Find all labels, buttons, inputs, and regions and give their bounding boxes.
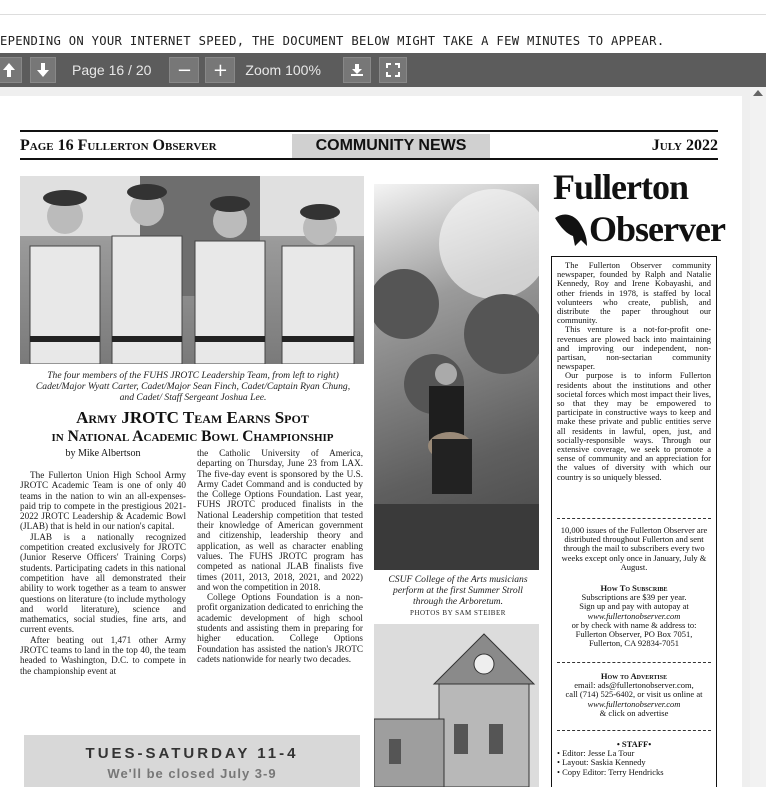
- article-paragraph: After beating out 1,471 other Army JROTC teams to land in the top 40, the team headed to Washington, D.C. to compete in the championship event at: [20, 634, 186, 676]
- subscribe-line: or by check with name & address to:: [571, 619, 697, 630]
- staff-line: • Editor: Jesse La Tour: [557, 748, 635, 759]
- subscribe-website-link[interactable]: www.fullertonobserver.com: [587, 610, 681, 621]
- article-headline-line1: Army JROTC Team Earns Spot: [76, 408, 309, 427]
- jrotc-team-photo: [20, 176, 364, 364]
- zoom-out-button[interactable]: −: [169, 57, 199, 83]
- loading-notice: EPENDING ON YOUR INTERNET SPEED, THE DOCUMENT BELOW MIGHT TAKE A FEW MINUTES TO APPEAR.: [0, 34, 665, 48]
- about-text: [557, 261, 711, 482]
- distribution-text: 10,000 issues of the Fullerton Observer are distributed throughout Fullerton and sent through the mail to subscribers every two weeks except only once in January, July & August.: [560, 525, 708, 572]
- pdf-toolbar: [0, 53, 766, 87]
- guitarist-photo: [374, 184, 539, 570]
- article-headline-line2: in National Academic Bowl Championship: [51, 428, 334, 445]
- fullscreen-icon: [386, 63, 400, 77]
- observer-masthead: [551, 167, 725, 256]
- staff-line: • Copy Editor: Terry Hendricks: [557, 766, 664, 777]
- photo-credit: PHOTOS BY SAM STEIBER: [410, 609, 506, 617]
- staff-section: [557, 740, 711, 777]
- subscribe-title: How To Subscribe: [600, 583, 668, 593]
- subscribe-line: Subscriptions are $39 per year.: [581, 592, 687, 603]
- download-button[interactable]: [343, 57, 371, 83]
- cadets-illustration: [20, 176, 364, 364]
- article-column-1: [20, 470, 186, 676]
- vertical-scrollbar[interactable]: [750, 87, 766, 787]
- section-title: COMMUNITY NEWS: [292, 134, 490, 158]
- advertise-email-link[interactable]: email: ads@fullertonobserver.com,: [574, 680, 694, 691]
- article-byline: by Mike Albertson: [65, 448, 141, 459]
- article-column-2: [197, 448, 363, 664]
- about-paragraph: Our purpose is to inform Fullerton residents about the institutions and other societal forces which most impact their lives, so that they may be empowered to participate in constructive ways to keep and make these private and public entities serve all residents in lawful, open, just, and socially-responsible ways. Through our extensive coverage, we seek to promote a sense of community and an appreciation for the values of diversity with which our country is so uniquely blessed.: [557, 370, 711, 482]
- page-number-header: Page 16 Fullerton Observer: [20, 137, 217, 154]
- header-top-rule: [20, 130, 718, 132]
- about-paragraph: This venture is a not-for-profit one-revenues are plowed back into maintaining and improving our independent, non-partisan, non-sectarian community newspaper.: [557, 324, 711, 372]
- advertise-website-link[interactable]: www.fullertonobserver.com: [587, 698, 681, 709]
- subscribe-line: Fullerton, CA 92834-7051: [589, 638, 679, 649]
- article-paragraph: JLAB is a nationally recognized competition created exclusively for JROTC (Junior Reserve Officers' Training Corps) students. Participating cadets in this national competition have all demonstrated their ability to work together as a team to answer questions on literature (to include mythology and world literature), science and mathematics, social studies, fine arts, and current events.: [20, 531, 186, 635]
- subscribe-section: [557, 584, 711, 648]
- advertise-title: How to Advertise: [600, 671, 668, 681]
- issue-date: July 2022: [651, 137, 718, 154]
- newspaper-page: [0, 96, 742, 787]
- advertise-section: [557, 672, 711, 718]
- jrotc-photo-caption: The four members of the FUHS JROTC Leadership Team, from left to right) Cadet/Major Wyatt Carter, Cadet/Major Sean Finch, Cadet/Captain Ryan Chung, and Cadet/ Staff Sergeant Joshua Lee.: [35, 370, 351, 403]
- next-page-button[interactable]: [30, 57, 56, 83]
- header-bottom-rule: [20, 158, 718, 160]
- browser-top-strip: [0, 0, 766, 15]
- subscribe-line: Fullerton Observer, PO Box 7051,: [575, 629, 693, 640]
- advertise-line: & click on advertise: [599, 707, 669, 718]
- about-paragraph: The Fullerton Observer community newspaper, founded by Ralph and Natalie Kennedy, Roy and Irene Kobayashi, and other friends in 1978, is staffed by local volunteers who create, publish, and distribute the paper throughout our community.: [557, 260, 711, 326]
- guitarist-caption-text: CSUF College of the Arts musicians perform at the first Summer Stroll through the Arboretum.: [388, 574, 528, 607]
- article-paragraph: the Catholic University of America, departing on Thursday, June 23 from LAX. The five-day event is sponsored by the U.S. Army Cadet Command and is conducted by the College Options Foundation. Last year, FUHS JROTC produced finalists in the National Leadership competition that tested their knowledge of American government and citizenship, leadership theory and application, as well as character enabling values. The FUHS JROTC program has competed as national JLAB finalists five times (2011, 2013, 2018, 2021, and 2022) and won the competition in 2018.: [197, 448, 363, 592]
- previous-page-button[interactable]: [0, 57, 22, 83]
- house-photo: [374, 624, 539, 787]
- musician-illustration: [374, 184, 539, 570]
- masthead-line2: Observer: [589, 209, 725, 249]
- zoom-in-button[interactable]: +: [205, 57, 235, 83]
- subscribe-line: Sign up and pay with autopay at: [579, 601, 689, 612]
- ad-closure: We'll be closed July 3-9: [107, 766, 277, 781]
- scroll-up-icon[interactable]: [753, 90, 763, 96]
- page-indicator: Page 16 / 20: [72, 62, 152, 78]
- staff-title: • STAFF•: [616, 739, 652, 749]
- hours-advertisement: [24, 735, 360, 787]
- advertise-line: call (714) 525-6402, or visit us online at: [565, 689, 703, 700]
- sidebar-divider: [557, 730, 711, 731]
- staff-line: • Layout: Saskia Kennedy: [557, 757, 646, 768]
- guitarist-photo-caption: [378, 574, 538, 619]
- masthead-line1: Fullerton: [553, 167, 688, 207]
- article-paragraph: College Options Foundation is a non-profit organization dedicated to enriching the academic development of high school students and assisting them in preparing for higher education. College Options Foundation has assisted the nation's JROTC cadets nationwide for nearly two decades.: [197, 592, 363, 664]
- eagle-logo-icon: [553, 210, 589, 250]
- article-paragraph: The Fullerton Union High School Army JROTC Academic Team is one of only 40 teams in the nation to win an all-expenses-paid trip to compete in the prestigious 2021-2022 JROTC Leadership & Academic Bowl (JLAB) that is held in our nation's capital.: [20, 470, 186, 532]
- sidebar-divider: [557, 518, 711, 519]
- fullscreen-button[interactable]: [379, 57, 407, 83]
- house-illustration: [374, 624, 539, 787]
- ad-hours: TUES-SATURDAY 11-4: [85, 745, 299, 762]
- arrow-up-icon: [2, 62, 16, 78]
- download-icon: [350, 63, 364, 77]
- sidebar-divider: [557, 662, 711, 663]
- arrow-down-icon: [36, 62, 50, 78]
- zoom-indicator: Zoom 100%: [245, 62, 321, 78]
